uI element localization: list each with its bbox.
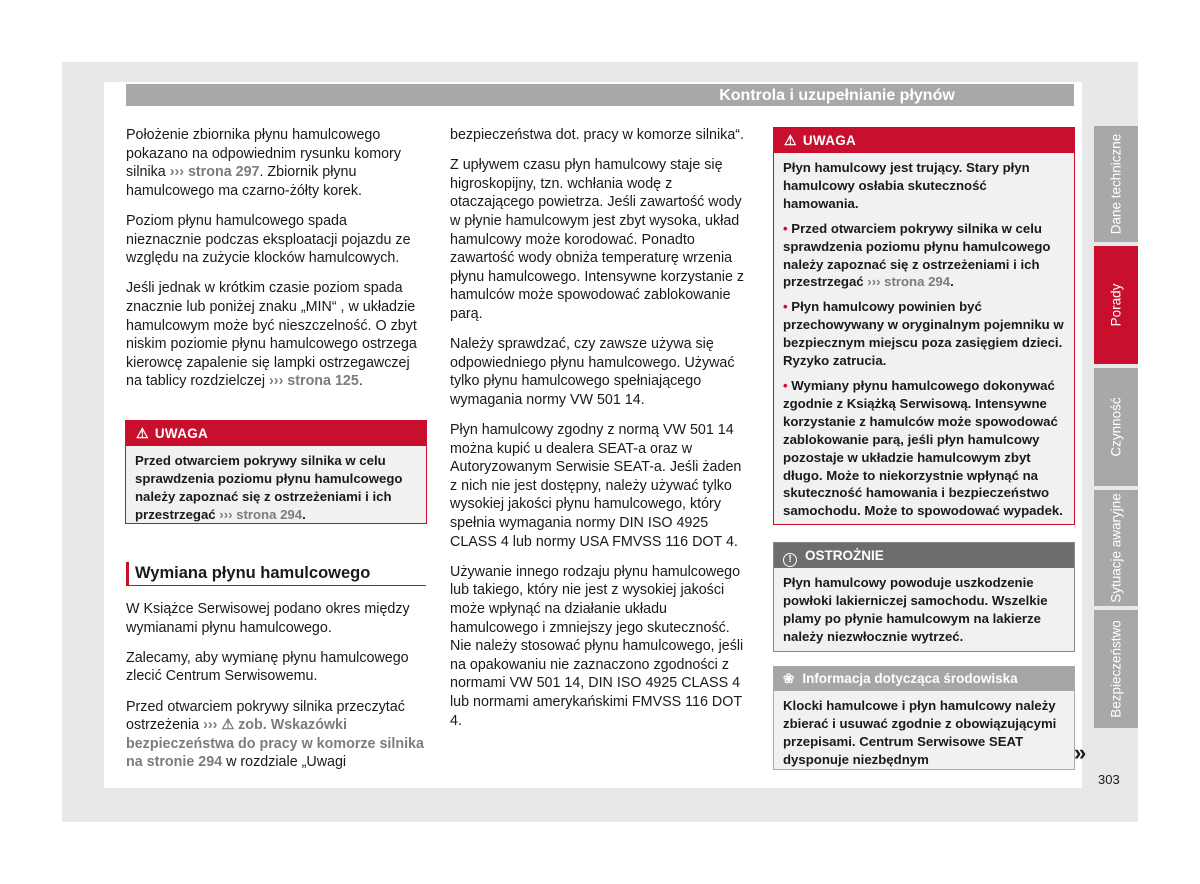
bullet-item <box>783 377 1065 520</box>
page-reference-link[interactable]: ››› ⚠ zob. Wskazówki bezpieczeństwa do pracy w komorze silnika na stronie 294 <box>126 717 424 771</box>
tab-label: Sytuacje awaryjne <box>1108 493 1124 603</box>
page-reference-link[interactable]: ››› strona 125 <box>269 373 359 390</box>
text: Jeśli jednak w krótkim czasie poziom spada znacznie lub poniżej znaku „MIN“ , w układzie hamulcowym może być nieszczelność. O zbyt niskim poziomie płynu hamulcowego ostrzega kierowcę zapalenie się lampki ostrzegawczej na tablicy rozdzielczej <box>126 280 417 390</box>
text: Przed otwarciem pokrywy silnika przeczytać ostrzeżenia <box>126 698 405 734</box>
tab-label: Dane techniczne <box>1108 133 1124 235</box>
tab-label: Bezpieczeństwo <box>1108 620 1124 718</box>
paragraph <box>126 279 426 391</box>
warning-body <box>774 153 1074 526</box>
text: . <box>302 506 306 522</box>
tab-czynnosc[interactable] <box>1094 368 1138 486</box>
text: Położenie zbiornika płynu hamulcowego pokazano na odpowiednim rysunku komory silnika <box>126 127 401 181</box>
exclamation-circle-icon: ! <box>783 553 797 567</box>
paragraph: Płyn hamulcowy zgodny z normą VW 501 14 można kupić u dealera SEAT-a oraz w Autoryzowanym Serwisie SEAT-a. Jeśli żaden z nich nie jest dostępny, należy używać tylko wysokiej jakości płynu hamulcowego, który spełnia wymagania normy DIN ISO 4925 CLASS 4 lub normy USA FMVSS 116 DOT 4. <box>450 422 742 550</box>
flower-icon: ❀ <box>783 671 795 686</box>
page-title: Kontrola i uzupełnianie płynów <box>719 87 955 104</box>
column-1 <box>126 126 426 403</box>
text: . Zbiornik płynu hamulcowego ma czarno-żółty korek. <box>126 164 362 199</box>
warning-body <box>126 446 426 530</box>
tab-dane-techniczne[interactable] <box>1094 126 1138 242</box>
caution-body: Płyn hamulcowy powoduje uszkodzenie powłoki lakierniczej samochodu. Wszelkie plamy po płynie hamulcowym na lakierze należy niezwłocznie wytrzeć. <box>783 575 1048 644</box>
warning-box <box>125 420 427 524</box>
warning-label: UWAGA <box>154 426 209 441</box>
caution-label: OSTROŻNIE <box>805 548 884 563</box>
paragraph: Z upływem czasu płyn hamulcowy staje się higroskopijny, tzn. wchłania wodę z otaczającego powietrza. Jeśli zawartość wody w płynie hamulcowym jest zbyt wysoka, układ hamulcowy może korodować. Ponadto zawartość wody obniża temperaturę wrzenia płynu hamulcowego. Intensywne korzystanie z hamulców może spowodować zablokowanie parą. <box>450 157 745 322</box>
continue-arrow-icon: » <box>1074 740 1087 765</box>
bullet-icon: • <box>783 377 792 393</box>
caution-header <box>774 543 1074 568</box>
page-reference-link[interactable]: ››› strona 297 <box>169 164 260 181</box>
column-2 <box>450 126 750 742</box>
text: Wymiany płynu hamulcowego dokonywać zgodnie z Książką Serwisową. Intensywne korzystanie z hamulców może spowodować zablokowanie parą, jeśli płyn hamulcowy pozostaje w układzie hamulcowym zbyt długo. Może to niekorzystnie wpłynąć na skuteczność hamowania i bezpieczeństwo samochodu. Może to spowodować wypadek. <box>783 377 1063 519</box>
text: Przed otwarciem pokrywy silnika w celu sprawdzenia poziomu płynu hamulcowego należy zapoznać się z ostrzeżeniami i ich przestrzegać <box>135 453 403 522</box>
tab-bezpieczenstwo[interactable] <box>1094 610 1138 728</box>
warning-intro: Płyn hamulcowy jest trujący. Stary płyn hamulcowy osłabia skuteczność hamowania. <box>783 160 1030 211</box>
text: . <box>358 373 363 390</box>
paragraph: W Książce Serwisowej podano okres między wymianami płynu hamulcowego. <box>126 601 410 636</box>
warning-header <box>774 128 1074 153</box>
page-number: 303 <box>1098 772 1120 787</box>
page-header-bar <box>126 84 1074 106</box>
tab-porady[interactable] <box>1094 246 1138 364</box>
paragraph <box>126 126 426 200</box>
text: . <box>950 274 954 290</box>
paragraph <box>126 698 426 772</box>
tab-label: Porady <box>1108 283 1124 327</box>
page-reference-link[interactable]: ››› strona 294 <box>867 274 951 290</box>
bullet-icon: • <box>783 220 792 236</box>
section-heading: Wymiana płynu hamulcowego <box>126 562 426 586</box>
environment-header <box>774 667 1074 691</box>
tab-label: Czynność <box>1108 397 1124 457</box>
environment-info-box <box>773 666 1075 770</box>
column-1-lower <box>126 600 426 784</box>
paragraph: bezpieczeństwa dot. pracy w komorze silnika“. <box>450 127 745 143</box>
warning-box-large <box>773 127 1075 525</box>
text: Przed otwarciem pokrywy silnika w celu sprawdzenia poziomu płynu hamulcowego należy zapoznać się z ostrzeżeniami i ich przestrzegać <box>783 220 1051 290</box>
caution-box <box>773 542 1075 652</box>
paragraph: Należy sprawdzać, czy zawsze używa się odpowiedniego płynu hamulcowego. Używać tylko płynu hamulcowego spełniającego wymagania normy VW 501 14. <box>450 336 735 408</box>
tab-sytuacje-awaryjne[interactable] <box>1094 490 1138 606</box>
text: w rozdziale „Uwagi <box>222 754 347 771</box>
warning-triangle-icon: ⚠ <box>136 425 149 441</box>
environment-label: Informacja dotycząca środowiska <box>802 671 1018 686</box>
paragraph: Poziom płynu hamulcowego spada nieznacznie podczas eksploatacji pojazdu ze względu na zużycie klocków hamulcowych. <box>126 212 411 267</box>
page-reference-link[interactable]: ››› strona 294 <box>219 506 303 522</box>
paragraph: Używanie innego rodzaju płynu hamulcowego lub takiego, który nie jest z wysokiej jakości może wpłynąć na działanie układu hamulcowego i zmniejszy jego skuteczność. Nie należy stosować płynu hamulcowego, jeśli na opakowaniu nie zaznaczono zgodności z normami VW 501 14, DIN ISO 4925 CLASS 4 lub normami amerykańskimi FMVSS 116 DOT 4. <box>450 563 744 729</box>
warning-label: UWAGA <box>802 133 857 148</box>
warning-triangle-icon: ⚠ <box>784 132 797 148</box>
bullet-icon: • <box>783 299 792 315</box>
text: Płyn hamulcowy powinien być przechowywany w oryginalnym pojemniku w bezpiecznym miejscu poza zasięgiem dzieci. Ryzyko zatrucia. <box>783 299 1064 369</box>
warning-header <box>126 421 426 446</box>
bullet-item <box>783 220 1065 292</box>
environment-body: Klocki hamulcowe i płyn hamulcowy należy zbierać i usuwać zgodnie z obowiązującymi przepisami. Centrum Serwisowe SEAT dysponuje niezbędnym <box>783 698 1057 767</box>
bullet-item <box>783 298 1065 370</box>
paragraph: Zalecamy, aby wymianę płynu hamulcowego zlecić Centrum Serwisowemu. <box>126 649 409 685</box>
